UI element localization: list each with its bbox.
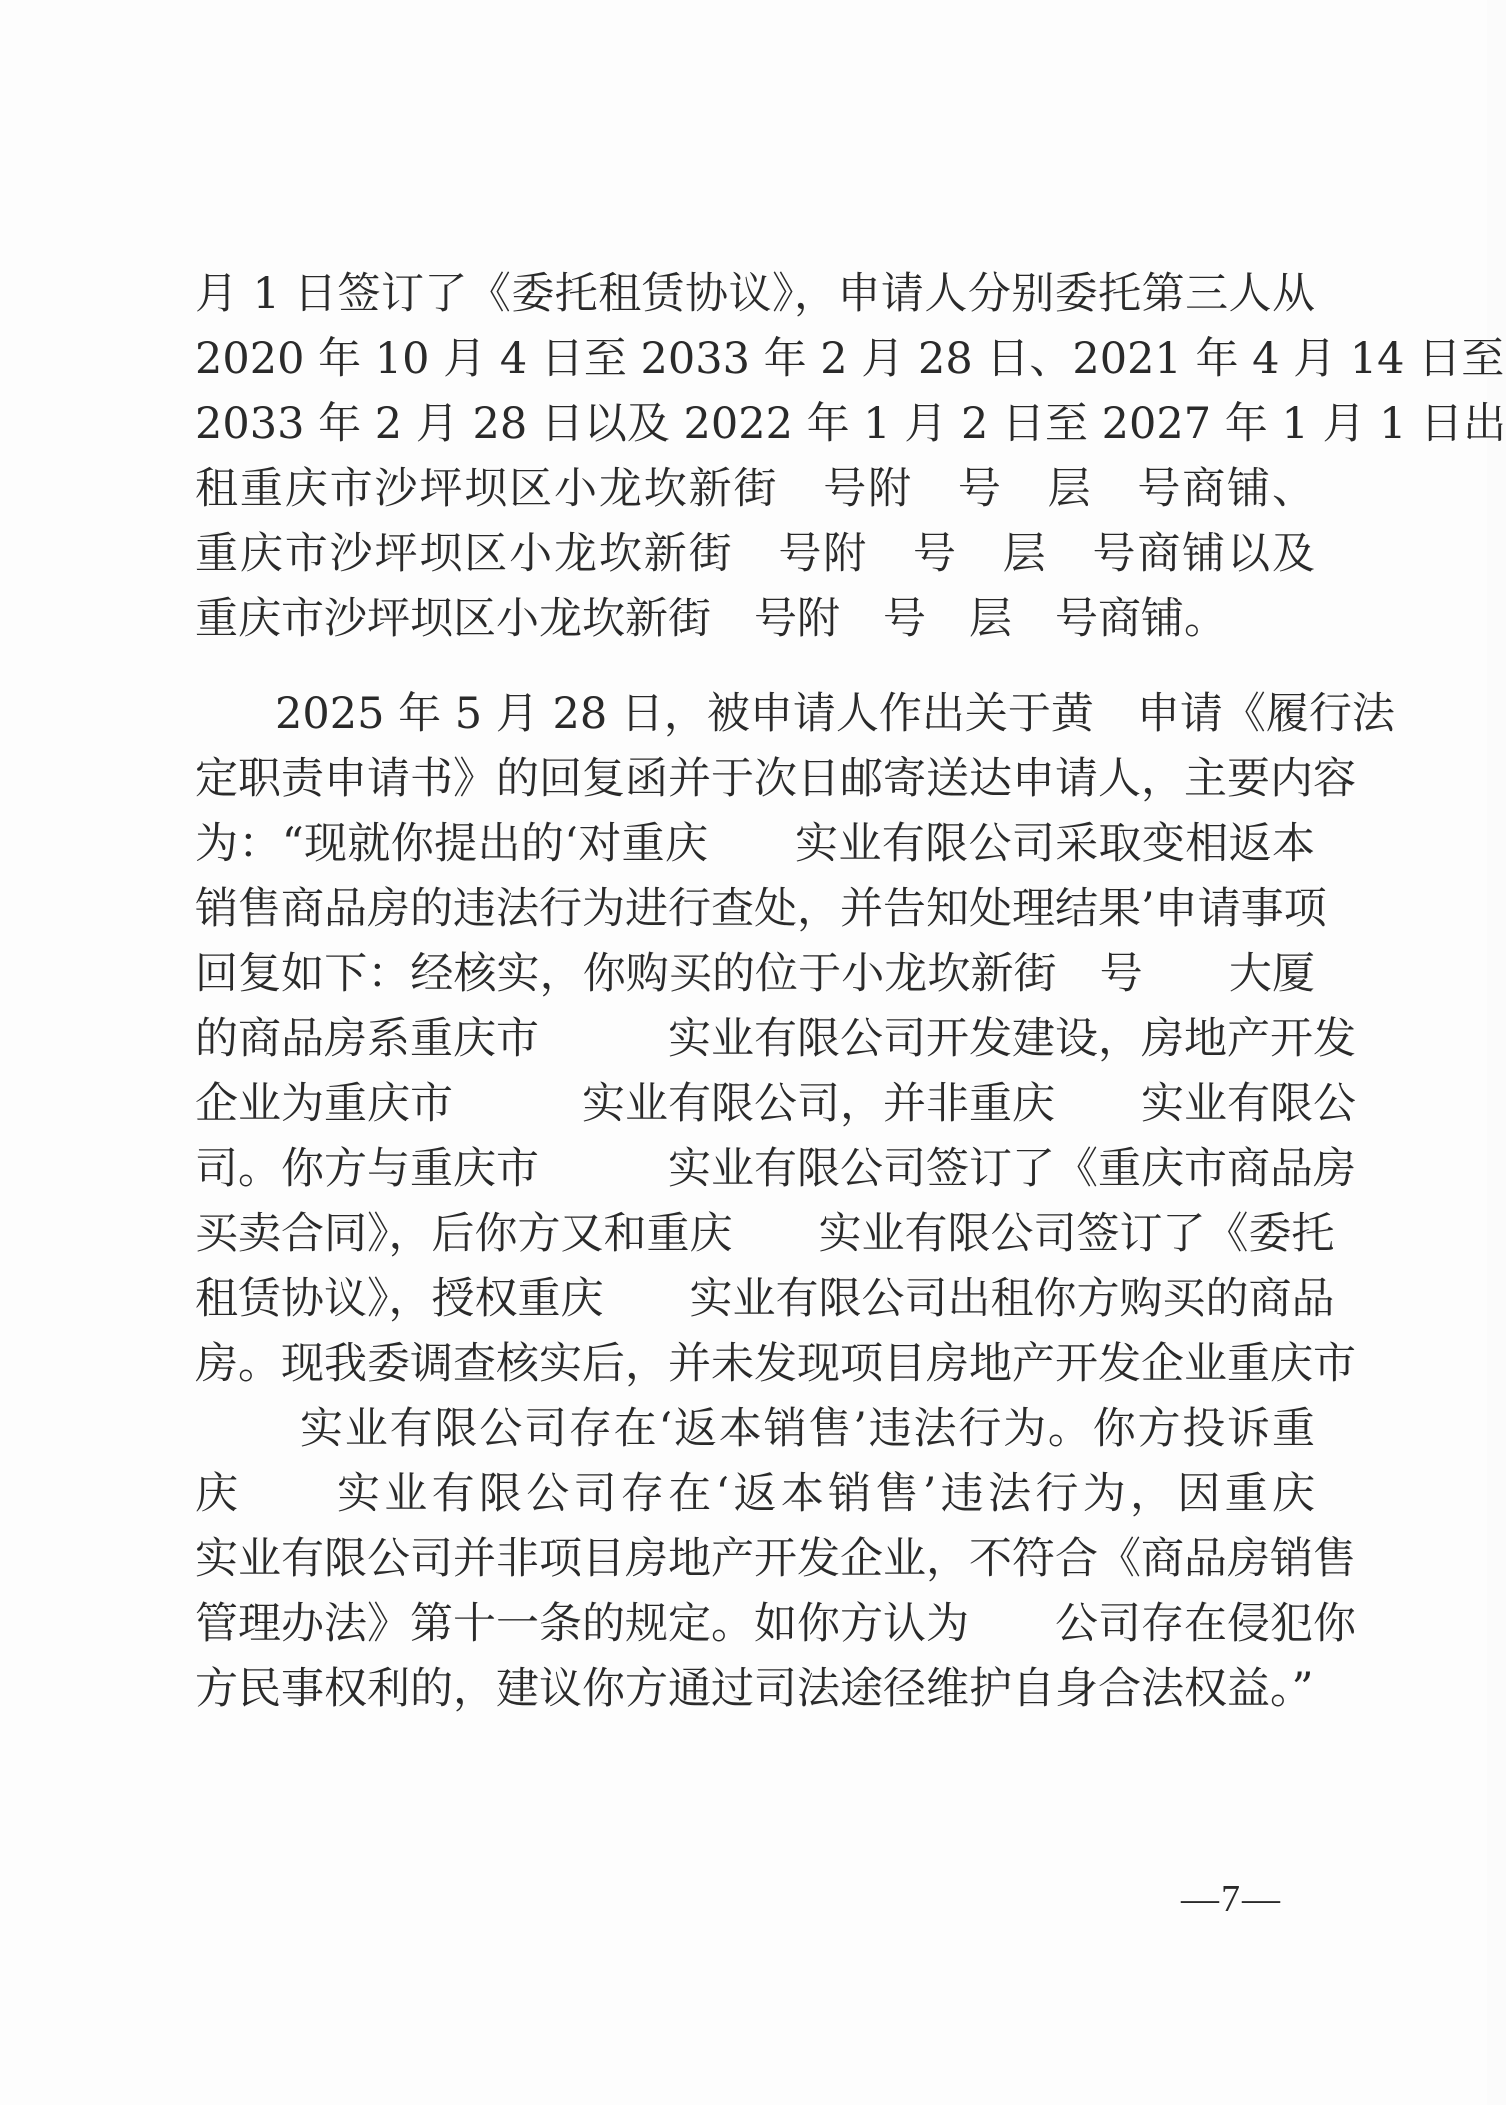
body-line: 租重庆市沙坪坝区小龙坎新街 号附 号 层 号商铺、	[195, 464, 1315, 514]
body-line: 实业有限公司并非项目房地产开发企业，不符合《商品房销售	[195, 1534, 1356, 1584]
body-line: 销售商品房的违法行为进行查处，并告知处理结果’申请事项	[195, 884, 1327, 934]
page-number: —7—	[1181, 1878, 1282, 1920]
body-line: 2033 年 2 月 28 日以及 2022 年 1 月 2 日至 2027 年 1 月 1 日出	[195, 399, 1506, 449]
body-line: 管理办法》第十一条的规定。如你方认为 公司存在侵犯你	[195, 1599, 1356, 1649]
body-line: 方民事权利的，建议你方通过司法途径维护自身合法权益。”	[195, 1664, 1314, 1714]
body-line: 租赁协议》，授权重庆 实业有限公司出租你方购买的商品	[195, 1274, 1335, 1324]
body-line: 的商品房系重庆市 实业有限公司开发建设，房地产开发	[195, 1014, 1356, 1064]
body-line: 实业有限公司存在‘返本销售’违法行为。你方投诉重	[300, 1404, 1315, 1454]
body-line: 回复如下：经核实，你购买的位于小龙坎新街 号 大厦	[195, 949, 1315, 999]
body-line: 买卖合同》，后你方又和重庆 实业有限公司签订了《委托	[195, 1209, 1335, 1259]
body-line: 重庆市沙坪坝区小龙坎新街 号附 号 层 号商铺以及	[195, 529, 1315, 579]
body-line: 重庆市沙坪坝区小龙坎新街 号附 号 层 号商铺。	[195, 594, 1227, 644]
paragraph-first-line: 2025 年 5 月 28 日，被申请人作出关于黄 申请《履行法	[275, 689, 1395, 739]
body-line: 房。现我委调查核实后，并未发现项目房地产开发企业重庆市	[195, 1339, 1356, 1389]
body-line: 2020 年 10 月 4 日至 2033 年 2 月 28 日、2021 年 4 月 14 日至	[195, 334, 1505, 384]
body-line: 企业为重庆市 实业有限公司，并非重庆 实业有限公	[195, 1079, 1356, 1129]
body-line: 司。你方与重庆市 实业有限公司签订了《重庆市商品房	[195, 1144, 1356, 1194]
body-line: 月 1 日签订了《委托租赁协议》，申请人分别委托第三人从	[195, 269, 1315, 319]
body-line: 定职责申请书》的回复函并于次日邮寄送达申请人，主要内容	[195, 754, 1356, 804]
body-line: 庆 实业有限公司存在‘返本销售’违法行为，因重庆	[195, 1469, 1315, 1519]
body-line: 为：“现就你提出的‘对重庆 实业有限公司采取变相返本	[195, 819, 1315, 869]
